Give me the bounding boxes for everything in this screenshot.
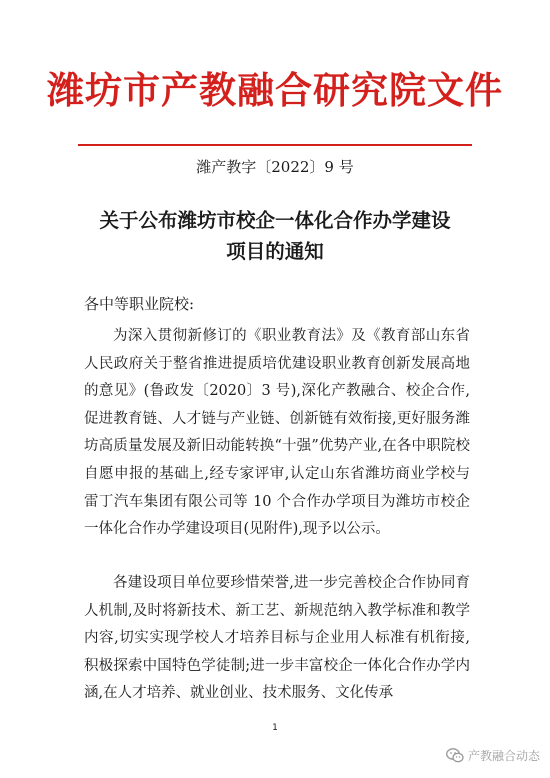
body-paragraph-1: 为深入贯彻新修订的《职业教育法》及《教育部山东省人民政府关于整省推进提质培优建设职业教育创新发展高地的意见》(鲁政发〔2020〕3 号),深化产教融合、校企合作,促进教育链、人才链与产业链、创新链有效衔接,更好服务潍坊高质量发展及新旧动能转换“十强”优势产业,在各中职院校自愿申报的基础上,经专家评审,认定山东省潍坊商业学校与雷丁汽车集团有限公司等 10 个合作办学项目为潍坊市校企一体化合作办学建设项目(见附件),现予以公示。 xyxy=(84,328,470,538)
watermark-text: 产教融合动态 xyxy=(467,749,540,763)
addressee: 各中等职业院校: xyxy=(84,295,195,313)
page-number: 1 xyxy=(272,723,278,733)
wechat-icon xyxy=(446,748,464,763)
document-number: 潍产教字〔2022〕9 号 xyxy=(196,158,354,176)
title-line-1: 关于公布潍坊市校企一体化合作办学建设 xyxy=(99,209,451,232)
issuer-header: 潍坊市产教融合研究院文件 xyxy=(47,68,503,112)
body-paragraph-2: 各建设项目单位要珍惜荣誉,进一步完善校企合作协同育人机制,及时将新技术、新工艺、新规范纳入教学标准和教学内容,切实实现学校人才培养目标与企业用人标准有机衔接,积极探索中国特色学徒制;进一步丰富校企一体化合作办学内涵,在人才培养、就业创业、技术服务、文化传承 xyxy=(84,575,470,702)
red-divider-line xyxy=(78,144,472,146)
wechat-watermark xyxy=(446,747,540,764)
title-line-2: 项目的通知 xyxy=(226,240,324,263)
document-title xyxy=(60,205,490,267)
